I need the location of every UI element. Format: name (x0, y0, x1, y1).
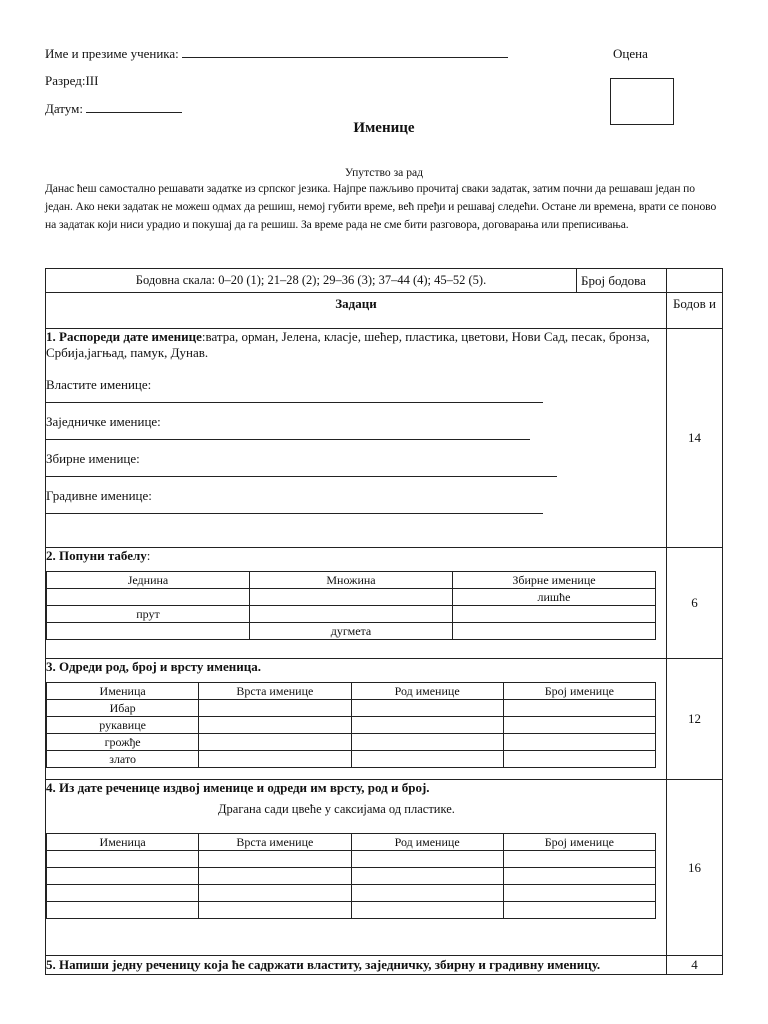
task2-points: 6 (667, 548, 723, 659)
task2 (46, 548, 667, 659)
task3-cell[interactable] (351, 734, 503, 751)
class-label: Разред: (45, 73, 86, 88)
points-header: Број бодова (577, 269, 667, 293)
task4-cell[interactable] (503, 902, 655, 919)
task1-text: :ватра, орман, Јелена, класје, шећер, пластика, цветови, Нови Сад, песак, бронза, Србија,јагњад, памук, Дунав. (46, 329, 650, 360)
task3-cell[interactable] (351, 751, 503, 768)
task3-cell[interactable] (503, 700, 655, 717)
task2-table (46, 571, 656, 640)
task3-noun: злато (47, 751, 199, 768)
student-name-row (45, 46, 508, 62)
date-row (45, 101, 182, 117)
grade-box[interactable] (610, 78, 674, 125)
task4-sentence: Драгана сади цвеће у саксијама од пластике. (218, 802, 455, 816)
date-field[interactable] (86, 112, 182, 113)
task4-header-number: Број именице (503, 834, 655, 851)
class-row (45, 73, 98, 89)
task4-cell[interactable] (47, 868, 199, 885)
task3-cell[interactable] (503, 734, 655, 751)
task1-collective-label: Збирне именице: (46, 451, 140, 466)
task1-common-label: Заједничке именице: (46, 414, 161, 429)
task4-cell[interactable] (199, 851, 351, 868)
task4-cell[interactable] (503, 851, 655, 868)
points-column-header: Бодов и (667, 293, 723, 329)
task4-header-gender: Род именице (351, 834, 503, 851)
task3-header-number: Број именице (503, 683, 655, 700)
task4 (46, 780, 667, 956)
task2-header-singular: Једнина (47, 572, 250, 589)
task3 (46, 659, 667, 780)
page-title: Именице (353, 120, 415, 136)
task1-proper-label: Властите именице: (46, 377, 152, 392)
task3-header-gender: Род именице (351, 683, 503, 700)
task4-cell[interactable] (351, 851, 503, 868)
task4-title: 4. Из дате реченице издвој именице и одреди им врсту, род и број. (46, 780, 430, 795)
task4-cell[interactable] (47, 851, 199, 868)
task4-cell[interactable] (199, 885, 351, 902)
task3-cell[interactable] (199, 751, 351, 768)
task4-cell[interactable] (47, 885, 199, 902)
task3-noun: грожђе (47, 734, 199, 751)
student-name-label: Име и презиме ученика: (45, 46, 179, 61)
instructions-body: Данас ћеш самостално решавати задатке из српског језика. Најпре пажљиво прочитај сваки задатак, затим почни да решаваш један по један. Ако неки задатак не можеш одмах да решиш, немој губити време, већ пређи и решавај следећи. Остане ли времена, врати се поново на задатак који ниси урадио и покушај да га решиш. За време рада не сме бити разговора, договарања или преписивања. (45, 182, 717, 231)
student-name-field[interactable] (182, 57, 508, 58)
task3-header-type: Врста именице (199, 683, 351, 700)
grading-scale: Бодовна скала: 0–20 (1); 21–28 (2); 29–36 (3); 37–44 (4); 45–52 (5). (46, 269, 577, 293)
task1-common-answer-line[interactable] (46, 438, 530, 440)
task2-cell[interactable] (47, 623, 250, 640)
task1-material-answer-line[interactable] (46, 512, 543, 514)
task4-cell[interactable] (351, 902, 503, 919)
task2-header-plural: Множина (250, 572, 453, 589)
task4-header-type: Врста именице (199, 834, 351, 851)
tasks-table (45, 268, 723, 975)
task4-cell[interactable] (199, 868, 351, 885)
task4-cell[interactable] (503, 868, 655, 885)
task2-cell[interactable] (453, 623, 656, 640)
instructions-heading: Упутство за рад (344, 166, 424, 179)
task1-proper-answer-line[interactable] (46, 401, 543, 403)
task3-noun: рукавице (47, 717, 199, 734)
task4-table (46, 833, 656, 919)
task4-cell[interactable] (503, 885, 655, 902)
grade-label: Оцена (613, 46, 648, 61)
class-value: III (85, 73, 99, 88)
task3-cell[interactable] (503, 717, 655, 734)
task4-header-noun: Именица (47, 834, 199, 851)
task2-title: 2. Попуни табелу (46, 548, 147, 563)
task1-title: 1. Распореди дате именице (46, 329, 202, 344)
task4-cell[interactable] (199, 902, 351, 919)
task5-points: 4 (667, 956, 723, 975)
task4-points: 16 (667, 780, 723, 956)
task5-title: 5. Напиши једну реченицу која ће садржати властиту, заједничку, збирну и градивну именицу. (46, 956, 667, 975)
task3-cell[interactable] (199, 717, 351, 734)
task3-header-noun: Именица (47, 683, 199, 700)
tasks-header: Задаци (46, 293, 667, 329)
task3-cell[interactable] (503, 751, 655, 768)
task3-table (46, 682, 656, 768)
task3-title: 3. Одреди род, број и врсту именица. (46, 659, 261, 674)
total-points-cell[interactable] (667, 269, 723, 293)
task1 (46, 329, 667, 548)
task2-cell[interactable] (47, 589, 250, 606)
task4-cell[interactable] (47, 902, 199, 919)
task4-cell[interactable] (351, 868, 503, 885)
task3-cell[interactable] (351, 700, 503, 717)
task2-cell[interactable] (250, 589, 453, 606)
task2-cell[interactable] (453, 606, 656, 623)
task1-prompt (46, 329, 666, 361)
task2-colon: : (146, 548, 151, 563)
task1-collective-answer-line[interactable] (46, 475, 557, 477)
task2-cell: лишће (453, 589, 656, 606)
task1-points: 14 (667, 329, 723, 548)
task1-material-label: Градивне именице: (46, 488, 152, 503)
task2-header-collective: Збирне именице (453, 572, 656, 589)
task3-cell[interactable] (199, 734, 351, 751)
task2-cell: дугмета (250, 623, 453, 640)
task4-cell[interactable] (351, 885, 503, 902)
task2-cell: прут (47, 606, 250, 623)
task3-cell[interactable] (199, 700, 351, 717)
task3-cell[interactable] (351, 717, 503, 734)
date-label: Датум: (45, 101, 83, 116)
task3-noun: Ибар (47, 700, 199, 717)
task3-points: 12 (667, 659, 723, 780)
task2-cell[interactable] (250, 606, 453, 623)
